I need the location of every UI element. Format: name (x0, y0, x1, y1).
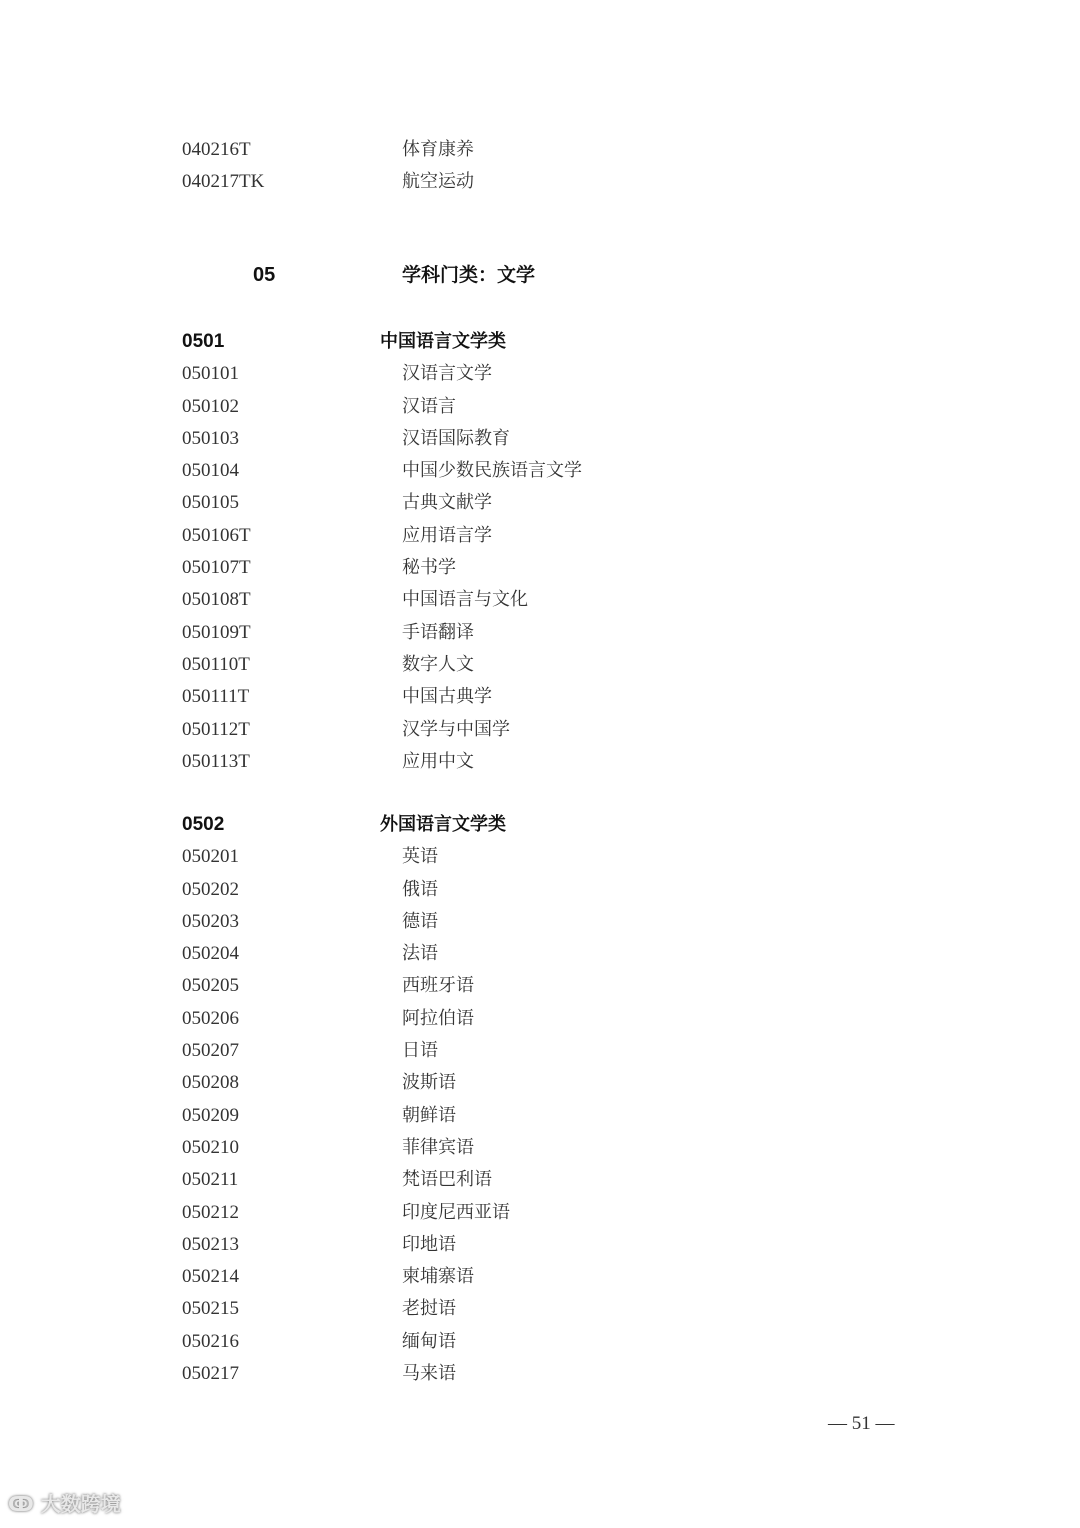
watermark-logo: ↂ 大数跨境 (8, 1492, 121, 1516)
list-item (0, 166, 1080, 198)
item-name: 数字人文 (402, 653, 474, 675)
item-code: 040216T (182, 139, 251, 160)
item-code: 050113T (182, 750, 250, 772)
list-item (0, 1164, 1080, 1196)
item-code: 050105 (182, 492, 239, 514)
item-name: 日语 (402, 1040, 438, 1062)
item-name: 航空运动 (402, 171, 474, 193)
category-header (0, 809, 1080, 841)
list-item (0, 1035, 1080, 1067)
item-name: 汉学与中国学 (402, 718, 510, 740)
item-code: 050212 (182, 1201, 239, 1223)
item-name: 俄语 (402, 878, 438, 900)
list-item (0, 423, 1080, 455)
item-name: 马来语 (402, 1363, 456, 1385)
list-item (0, 906, 1080, 938)
list-item (0, 1293, 1080, 1325)
list-item (0, 874, 1080, 906)
list-item (0, 391, 1080, 423)
item-name: 外国语言文学类 (380, 814, 506, 835)
item-code: 050112T (182, 718, 250, 740)
list-item (0, 841, 1080, 873)
item-name: 菲律宾语 (402, 1136, 474, 1158)
list-item (0, 970, 1080, 1002)
item-name: 梵语巴利语 (402, 1169, 492, 1191)
section-code: 05 (253, 264, 276, 286)
category-0502 (0, 809, 1080, 1390)
item-code: 050103 (182, 427, 239, 449)
item-name: 应用语言学 (402, 524, 492, 546)
list-item (0, 552, 1080, 584)
list-item (0, 1261, 1080, 1293)
list-item (0, 1229, 1080, 1261)
item-name: 汉语言 (402, 395, 456, 417)
item-code: 0502 (182, 814, 225, 835)
item-name: 体育康养 (402, 139, 474, 160)
category-0501 (0, 326, 1080, 778)
item-name: 西班牙语 (402, 975, 474, 997)
item-name: 中国古典学 (402, 686, 492, 708)
list-item (0, 617, 1080, 649)
item-name: 老挝语 (402, 1298, 456, 1320)
category-header (0, 326, 1080, 358)
item-name: 秘书学 (402, 557, 456, 579)
list-item (0, 746, 1080, 778)
item-code: 050207 (182, 1040, 239, 1062)
item-code: 050217 (182, 1363, 239, 1385)
list-item (0, 134, 1080, 166)
item-name: 中国语言文学类 (380, 331, 506, 352)
item-code: 050210 (182, 1136, 239, 1158)
item-name: 手语翻译 (402, 621, 474, 643)
list-item (0, 1003, 1080, 1035)
item-name: 印地语 (402, 1233, 456, 1255)
item-name: 英语 (402, 846, 438, 868)
list-item (0, 938, 1080, 970)
item-name: 阿拉伯语 (402, 1007, 474, 1029)
list-item (0, 358, 1080, 390)
item-code: 050205 (182, 975, 239, 997)
item-name: 法语 (402, 943, 438, 965)
list-item (0, 1326, 1080, 1358)
item-name: 波斯语 (402, 1072, 456, 1094)
item-code: 050216 (182, 1330, 239, 1352)
section-title: 学科门类：文学 (402, 264, 536, 286)
item-code: 050108T (182, 589, 251, 611)
item-code: 050101 (182, 363, 239, 385)
list-item (0, 520, 1080, 552)
list-item (0, 584, 1080, 616)
section-heading (0, 259, 1080, 291)
item-name: 柬埔寨语 (402, 1266, 474, 1288)
top-rows (0, 134, 1080, 199)
item-code: 050208 (182, 1072, 239, 1094)
list-item (0, 487, 1080, 519)
list-item (0, 455, 1080, 487)
item-code: 050109T (182, 621, 251, 643)
item-code: 050106T (182, 524, 251, 546)
item-name: 中国少数民族语言文学 (402, 460, 582, 482)
list-item (0, 1358, 1080, 1390)
list-item (0, 681, 1080, 713)
item-code: 050102 (182, 395, 239, 417)
item-code: 050202 (182, 878, 239, 900)
item-code: 050213 (182, 1233, 239, 1255)
item-code: 050211 (182, 1169, 239, 1191)
item-code: 050104 (182, 460, 239, 482)
item-code: 050209 (182, 1104, 239, 1126)
item-code: 050204 (182, 943, 239, 965)
item-name: 汉语言文学 (402, 363, 492, 385)
item-name: 中国语言与文化 (402, 589, 528, 611)
list-item (0, 1100, 1080, 1132)
list-item (0, 1132, 1080, 1164)
item-code: 040217TK (182, 171, 265, 193)
item-code: 050206 (182, 1007, 239, 1029)
item-code: 050203 (182, 910, 239, 932)
item-code: 050214 (182, 1266, 239, 1288)
item-name: 应用中文 (402, 750, 474, 772)
list-item (0, 714, 1080, 746)
list-item (0, 1067, 1080, 1099)
page-number: — 51 — (828, 1413, 895, 1434)
item-name: 古典文献学 (402, 492, 492, 514)
item-name: 印度尼西亚语 (402, 1201, 510, 1223)
item-code: 050111T (182, 686, 250, 708)
item-name: 德语 (402, 910, 438, 932)
item-code: 050110T (182, 653, 250, 675)
item-name: 朝鲜语 (402, 1104, 456, 1126)
item-name: 缅甸语 (402, 1330, 456, 1352)
item-code: 050107T (182, 557, 251, 579)
list-item (0, 1197, 1080, 1229)
item-code: 050201 (182, 846, 239, 868)
item-code: 050215 (182, 1298, 239, 1320)
watermark-text: 大数跨境 (40, 1492, 121, 1516)
item-name: 汉语国际教育 (402, 427, 510, 449)
list-item (0, 649, 1080, 681)
item-code: 0501 (182, 331, 225, 352)
